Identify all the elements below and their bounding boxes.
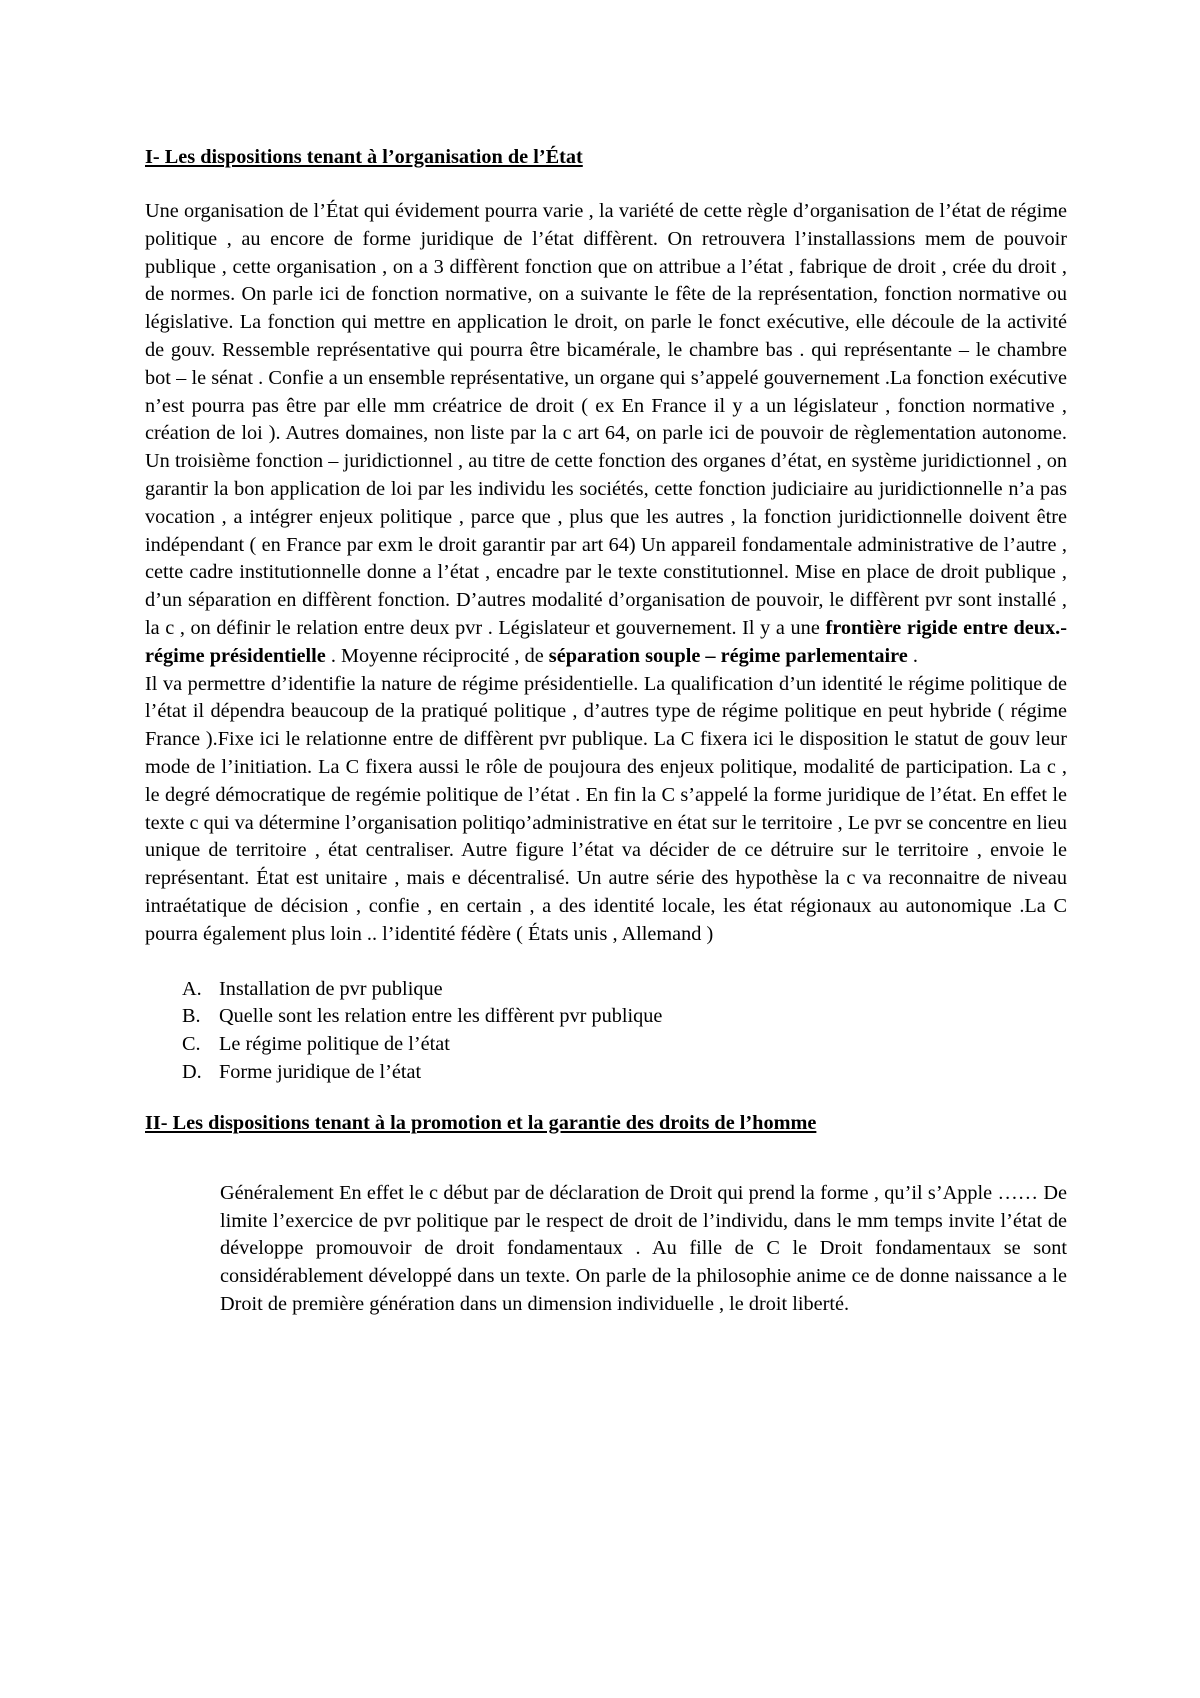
paragraph-text: Une organisation de l’État qui évidement pourra varie , la variété de cette règle d’organisation de l’état de régime politique , au encore de forme juridique de l’état diffèrent. On retrouvera l’installassions mem de pouvoir publique , cette organisation , on a 3 diffèrent fonction que on attribue a l’état , fabrique de droit , crée du droit , de normes. On parle ici de fonction normative, on a suivante le fête de la représentation, fonction normative ou législative. La fonction qui mettre en application le droit, on parle le fonct exécutive, elle découle de la activité de gouv. Ressemble représentative qui pourra être bicamérale, le chambre bas . qui représentante – le chambre bot – le sénat . Confie a un ensemble représentative, un organe qui s’appelé gouvernement .La fonction exécutive n’est pourra pas être par elle mm créatrice de droit ( ex En France il y a un législateur , fonction normative , création de loi ). Autres domaines, non liste par la c art 64, on parle ici de pouvoir de règlementation autonome. Un troisième fonction – juridictionnel , au titre de cette fonction des organes d’état, en système juridictionnel , on garantir la bon application de loi par les individu les sociétés, cette fonction judiciaire au juridictionnelle n’a pas vocation , a intégrer enjeux politique , parce que , plus que les autres , la fonction juridictionnelle doivent être indépendant ( en France par exm le droit garantir par art 64) Un appareil fondamentale administrative de l’autre , cette cadre institutionnelle donne a l’état , encadre par le texte constitutionnel. Mise en place de droit publique , d’un séparation en diffèrent fonction. D’autres modalité d’organisation de pouvoir, le diffèrent pvr sont installé , la c , on définir le relation entre deux pvr . Législateur et gouvernement. Il y a une — [145, 200, 1067, 639]
list-marker: C. — [182, 1033, 201, 1056]
list-marker: A. — [182, 977, 202, 1000]
section-1-heading: I- Les dispositions tenant à l’organisation de l’État — [145, 146, 583, 168]
list-item-text: Forme juridique de l’état — [219, 1060, 422, 1083]
list-item — [145, 1059, 1067, 1087]
list-item-text: Le régime politique de l’état — [219, 1033, 450, 1056]
section-1-paragraph-1 — [145, 198, 1067, 671]
list-item — [145, 1031, 1067, 1059]
section-2-heading: II- Les dispositions tenant à la promotion et la garantie des droits de l’homme — [145, 1111, 817, 1134]
section-2-body — [145, 1180, 1067, 1319]
bold-phrase-regime-presidentielle: frontière rigide entre deux.- régime présidentielle — [145, 616, 1067, 667]
section-2-paragraph-1: Généralement En effet le c début par de déclaration de Droit qui prend la forme , qu’il s’Apple …… De limite l’exercice de pvr politique par le respect de droit de l’individu, dans le mm temps invite l’état de développe promouvoir de droit fondamentaux . Au fille de C le Droit fondamentaux se sont considérablement développé dans un texte. On parle de la philosophie anime ce de donne naissance a le Droit de première génération dans un dimension individuelle , le droit liberté. — [220, 1181, 1067, 1315]
list-item-text: Installation de pvr publique — [219, 977, 443, 1000]
list-marker: D. — [182, 1060, 202, 1083]
paragraph-text: . — [907, 644, 918, 667]
list-item-text: Quelle sont les relation entre les diffèrent pvr publique — [219, 1005, 663, 1028]
document-content — [145, 143, 1067, 1319]
paragraph-text: . Moyenne réciprocité , de — [325, 644, 549, 667]
section-1-list — [145, 976, 1067, 1087]
list-marker: B. — [182, 1005, 201, 1028]
bold-phrase-regime-parlementaire: séparation souple – régime parlementaire — [548, 644, 908, 667]
list-item — [145, 1003, 1067, 1031]
section-1-paragraph-2: Il va permettre d’identifie la nature de régime présidentielle. La qualification d’un identité le régime politique de l’état il dépendra beaucoup de la pratiqué politique , d’autres type de régime politique en peut hybride ( régime France ).Fixe ici le relationne entre de diffèrent pvr publique. La C fixera ici le disposition le statut de gouv leur mode de l’initiation. La C fixera aussi le rôle de poujoura des enjeux politique, modalité de participation. La c , le degré démocratique de regémie politique de l’état . En fin la C s’appelé la forme juridique de l’état. En effet le texte c qui va détermine l’organisation politiqo’administrative en état sur le territoire , Le pvr se concentre en lieu unique de territoire , état centraliser. Autre figure l’état va décider de ce détruire sur le territoire , envoie le représentant. État est unitaire , mais e décentralisé. Un autre série des hypothèse la c va reconnaitre de niveau intraétatique de décision , confie , en certain , a des identité locale, les état régionaux au autonomique .La C pourra également plus loin .. l’identité fédère ( États unis , Allemand ) — [145, 672, 1067, 945]
list-item — [145, 976, 1067, 1004]
